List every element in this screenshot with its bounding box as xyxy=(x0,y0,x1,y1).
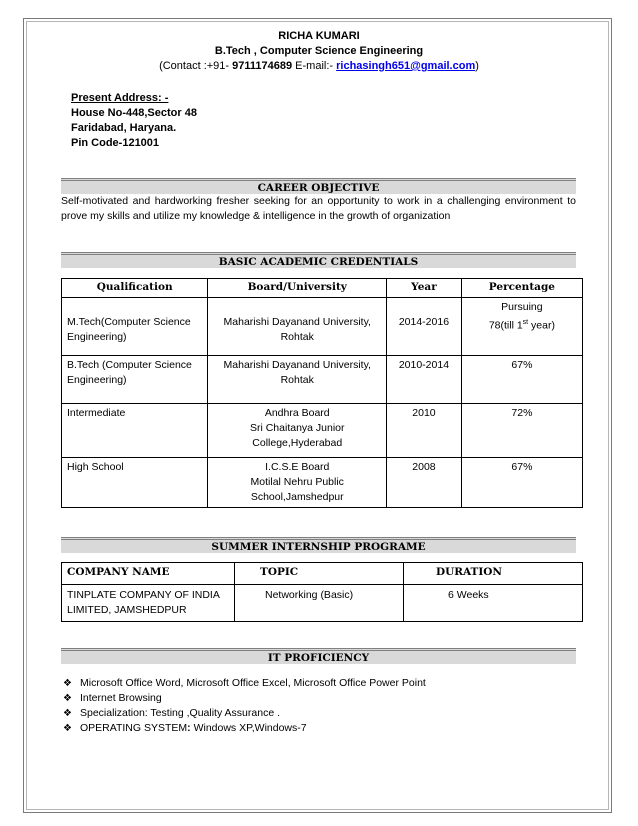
cell-topic: Networking (Basic) xyxy=(235,585,404,622)
table-row xyxy=(62,458,583,508)
internship-table-header xyxy=(62,563,583,585)
academic-credentials-heading: BASIC ACADEMIC CREDENTIALS xyxy=(61,252,576,268)
cell-qualification: B.Tech (Computer Science Engineering) xyxy=(62,356,208,404)
board-line: School,Jamshedpur xyxy=(250,491,344,503)
table-row xyxy=(62,298,583,356)
contact-suffix: ) xyxy=(475,60,479,72)
col-year: Year xyxy=(387,279,462,298)
pct-year: year) xyxy=(528,319,555,332)
cell-percentage: 67% xyxy=(461,356,582,404)
board-line: Motilal Nehru Public xyxy=(250,476,344,488)
diamond-bullet-icon: ❖ xyxy=(63,693,72,704)
cell-year: 2010 xyxy=(387,404,462,458)
internship-table xyxy=(61,562,583,622)
address-block xyxy=(71,91,197,151)
cell-board xyxy=(208,404,387,458)
os-label: OPERATING SYSTEM xyxy=(80,722,188,734)
board-line: College,Hyderabad xyxy=(252,437,343,449)
list-item xyxy=(63,721,426,736)
list-item-text: Specialization: Testing ,Quality Assurance . xyxy=(80,707,280,719)
contact-line xyxy=(0,60,638,72)
diamond-bullet-icon: ❖ xyxy=(63,708,72,719)
phone-number: 9711174689 xyxy=(232,60,293,72)
address-line-1: House No-448,Sector 48 xyxy=(71,107,197,119)
board-line: I.C.S.E Board xyxy=(265,461,330,473)
cell-percentage: 67% xyxy=(461,458,582,508)
list-item xyxy=(63,706,426,721)
os-colon: : xyxy=(187,722,191,734)
email-link[interactable]: richasingh651@gmail.com xyxy=(336,60,476,72)
list-item xyxy=(63,676,426,691)
cell-year: 2008 xyxy=(387,458,462,508)
diamond-bullet-icon: ❖ xyxy=(63,723,72,734)
col-board: Board/University xyxy=(208,279,387,298)
list-item-text: Microsoft Office Word, Microsoft Office Excel, Microsoft Office Power Point xyxy=(80,677,426,689)
pct-till-year xyxy=(467,315,577,334)
col-percentage: Percentage xyxy=(461,279,582,298)
candidate-degree: B.Tech , Computer Science Engineering xyxy=(214,45,424,57)
cell-board xyxy=(208,458,387,508)
address-title: Present Address: - xyxy=(71,92,169,104)
cell-board: Maharishi Dayanand University, Rohtak xyxy=(208,298,387,356)
it-proficiency-list xyxy=(63,676,426,736)
col-duration: DURATION xyxy=(404,563,583,585)
it-proficiency-heading: IT PROFICIENCY xyxy=(61,648,576,664)
table-row xyxy=(62,404,583,458)
cell-qualification: High School xyxy=(62,458,208,508)
board-line: Andhra Board xyxy=(264,407,330,419)
diamond-bullet-icon: ❖ xyxy=(63,678,72,689)
pct-pursuing: Pursuing xyxy=(501,301,543,313)
board-line: Sri Chaitanya Junior xyxy=(249,422,345,434)
candidate-name: RICHA KUMARI xyxy=(278,30,360,42)
col-topic: TOPIC xyxy=(235,563,404,585)
cell-percentage xyxy=(461,298,582,356)
col-company: COMPANY NAME xyxy=(62,563,235,585)
cell-duration: 6 Weeks xyxy=(404,585,583,622)
cell-company: TINPLATE COMPANY OF INDIA LIMITED, JAMSHEDPUR xyxy=(62,585,235,622)
career-objective-heading: CAREER OBJECTIVE xyxy=(61,178,576,194)
cell-board: Maharishi Dayanand University, Rohtak xyxy=(208,356,387,404)
internship-heading: SUMMER INTERNSHIP PROGRAME xyxy=(61,537,576,553)
address-line-3: Pin Code-121001 xyxy=(71,137,160,149)
career-objective-text: Self-motivated and hardworking fresher seeking for an opportunity to work in a challenging environment to prove my skills and utilize my knowledge & intelligence in the growth of organization xyxy=(61,195,576,222)
address-line-2: Faridabad, Haryana. xyxy=(71,122,177,134)
cell-percentage: 72% xyxy=(461,404,582,458)
pct-value: 78(till 1 xyxy=(488,319,523,332)
academic-table-header xyxy=(62,279,583,298)
col-qualification: Qualification xyxy=(62,279,208,298)
cell-year: 2014-2016 xyxy=(387,298,462,356)
contact-prefix: (Contact :+91- xyxy=(159,60,233,72)
os-value: Windows XP,Windows-7 xyxy=(190,722,307,734)
cell-year: 2010-2014 xyxy=(387,356,462,404)
list-item xyxy=(63,691,426,706)
cell-qualification: M.Tech(Computer Science Engineering) xyxy=(62,298,208,356)
academic-table xyxy=(61,278,583,508)
table-row xyxy=(62,585,583,622)
table-row xyxy=(62,356,583,404)
cell-qualification: Intermediate xyxy=(62,404,208,458)
pct-sup: st xyxy=(522,319,529,326)
list-item-text: Internet Browsing xyxy=(80,692,162,704)
email-label: E-mail:- xyxy=(292,60,337,72)
